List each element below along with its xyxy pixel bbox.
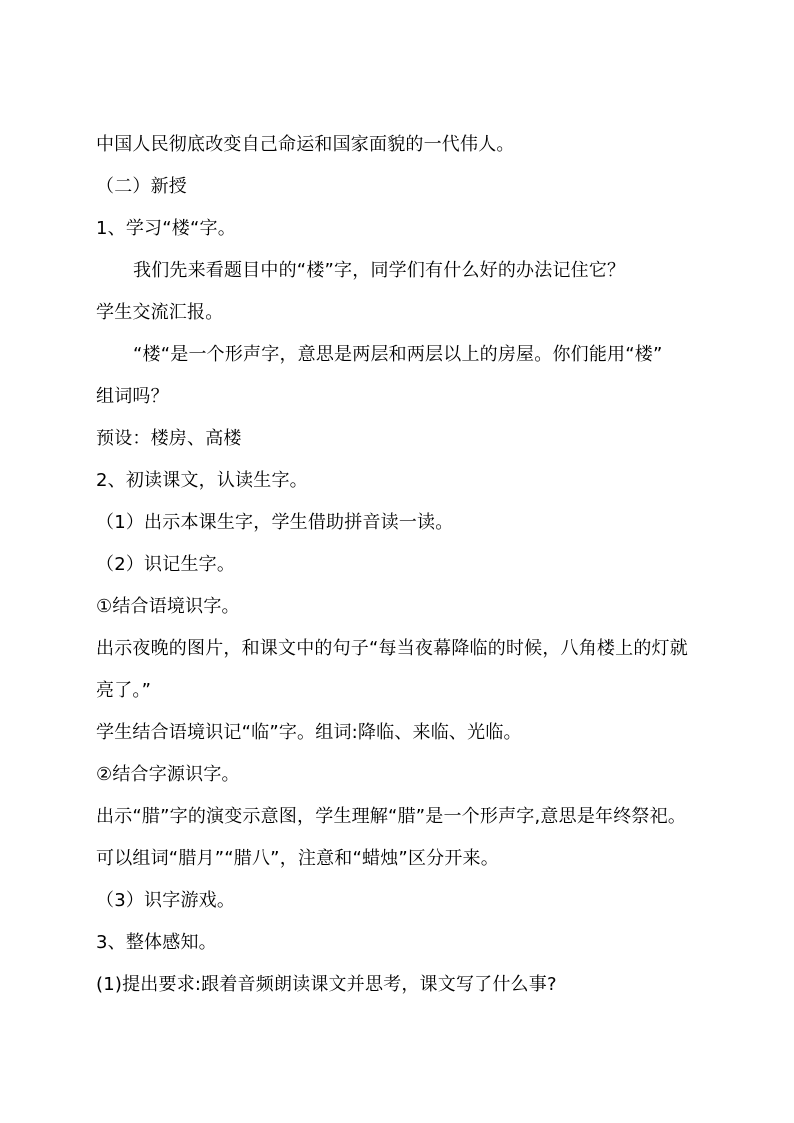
step-heading-1: 1、学习“楼“字。 — [96, 218, 236, 239]
paragraph-line-18: 可以组词“腊月”“腊八”，注意和“蜡烛”区分开来。 — [96, 848, 499, 869]
substep-2: （2）识记生字。 — [96, 554, 236, 575]
substep-3: （3）识字游戏。 — [96, 890, 236, 911]
paragraph-line-8: 预设：楼房、高楼 — [96, 428, 242, 449]
paragraph-line-13: 出示夜晚的图片，和课文中的句子“每当夜幕降临的时候，八角楼上的灯就 — [96, 638, 688, 659]
step-heading-3: 3、整体感知。 — [96, 932, 217, 953]
paragraph-line-6: “楼“是一个形声字，意思是两层和两层以上的房屋。你们能用“楼” — [133, 344, 663, 365]
paragraph-line-1: 中国人民彻底改变自己命运和国家面貌的一代伟人。 — [96, 134, 515, 155]
paragraph-line-14: 亮了。” — [96, 680, 152, 701]
paragraph-line-7: 组词吗？ — [96, 386, 169, 407]
step-heading-2: 2、初读课文，认读生字。 — [96, 470, 308, 491]
numbered-item-2: ②结合字源识字。 — [96, 764, 240, 785]
substep-1: （1）出示本课生字，学生借助拼音读一读。 — [96, 512, 454, 533]
paragraph-line-15: 学生结合语境识记“临”字。组词:降临、来临、光临。 — [96, 722, 522, 743]
paragraph-line-4: 我们先来看题目中的“楼”字，同学们有什么好的办法记住它？ — [133, 260, 626, 281]
paragraph-line-5: 学生交流汇报。 — [96, 302, 224, 323]
numbered-item-1: ①结合语境识字。 — [96, 596, 240, 617]
paragraph-line-21: (1)提出要求:跟着音频朗读课文并思考，课文写了什么事? — [96, 974, 557, 995]
paragraph-line-17: 出示“腊”字的演变示意图，学生理解“腊”是一个形声字,意思是年终祭祀。 — [96, 806, 687, 827]
section-heading-new-lesson: （二）新授 — [96, 176, 187, 197]
